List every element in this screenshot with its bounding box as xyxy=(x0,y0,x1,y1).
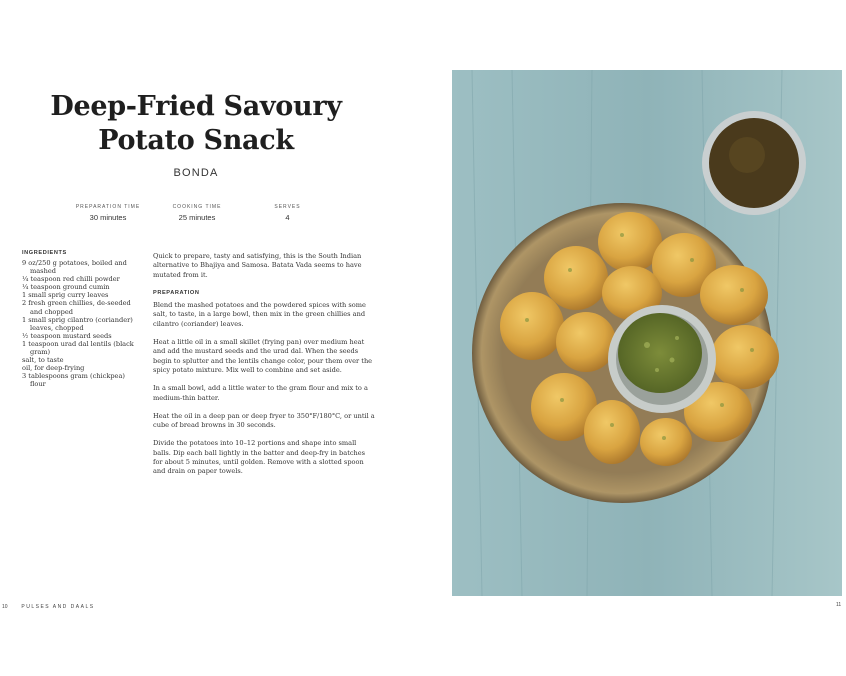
cook-time-value: 25 minutes xyxy=(178,213,216,222)
serves xyxy=(260,204,315,222)
preparation-heading: PREPARATION xyxy=(153,289,200,296)
ingredient-item: 1 small sprig cilantro (coriander) leaves, chopped xyxy=(22,315,133,332)
ingredients-section xyxy=(22,250,142,389)
serves-value: 4 xyxy=(285,213,290,222)
cook-time xyxy=(163,204,231,222)
ingredient-item: 1 teaspoon urad dal lentils (black gram) xyxy=(22,339,134,357)
ingredient-item: ¼ teaspoon red chilli powder xyxy=(22,275,120,284)
method-step: Heat the oil in a deep pan or deep fryer to 350°F/180°C, or until a cube of bread browns in 30 seconds. xyxy=(153,411,375,430)
recipe-title-line1: Deep-Fried Savoury xyxy=(50,91,342,122)
prep-time xyxy=(72,204,144,222)
serves-label: SERVES xyxy=(274,204,301,210)
right-page-number: 11 xyxy=(836,602,842,608)
recipe-photo xyxy=(452,70,842,596)
ingredient-item: ½ teaspoon mustard seeds xyxy=(22,331,112,340)
ingredient-item: ¼ teaspoon ground cumin xyxy=(22,283,110,292)
ingredient-item: 3 tablespoons gram (chickpea) flour xyxy=(22,372,125,389)
section-name: PULSES AND DAALS xyxy=(21,604,95,610)
ingredient-item: salt, to taste xyxy=(22,356,64,365)
recipe-intro: Quick to prepare, tasty and satisfying, this is the South Indian alternative to Bhajiya and Samosa. Batata Vada seems to have mutated from it. xyxy=(153,252,362,279)
method-step: In a small bowl, add a little water to the gram flour and mix to a medium-thin batter. xyxy=(153,384,368,402)
method-section xyxy=(153,252,375,486)
ingredients-list xyxy=(22,259,142,389)
bonda-plate-illustration xyxy=(452,70,842,596)
recipe-subtitle: BONDA xyxy=(173,167,219,179)
ingredient-item: 2 fresh green chillies, de-seeded and chopped xyxy=(22,299,131,316)
ingredient-item: 1 small sprig curry leaves xyxy=(22,291,109,300)
left-page-number: 10 xyxy=(2,604,8,610)
ingredient-item: 9 oz/250 g potatoes, boiled and mashed xyxy=(22,259,127,276)
prep-time-value: 30 minutes xyxy=(89,213,127,222)
ingredients-heading: INGREDIENTS xyxy=(22,250,67,256)
method-step: Heat a little oil in a small skillet (frying pan) over medium heat and add the mustard seeds and the urad dal. When the seeds begin to splutter and the lentils change color, pour them over the spicy potato mixture. Mix well to combine and set aside. xyxy=(153,338,373,374)
green-chutney xyxy=(618,313,702,393)
recipe-title-line2: Potato Snack xyxy=(98,125,294,156)
recipe-title xyxy=(40,90,352,158)
ingredient-item: oil, for deep-frying xyxy=(22,364,85,373)
cook-time-label: COOKING TIME xyxy=(172,204,222,210)
prep-time-label: PREPARATION TIME xyxy=(75,204,141,210)
left-page-footer xyxy=(2,604,95,610)
method-step: Blend the mashed potatoes and the powdered spices with some salt, to taste, in a large bowl, then mix in the green chillies and cilantro (coriander) leaves. xyxy=(153,301,366,328)
method-step: Divide the potatoes into 10–12 portions and shape into small balls. Dip each ball lightly in the batter and deep-fry in batches for about 5 minutes, until golden. Remove with a slotted spoon and drain on paper towels. xyxy=(153,439,366,476)
